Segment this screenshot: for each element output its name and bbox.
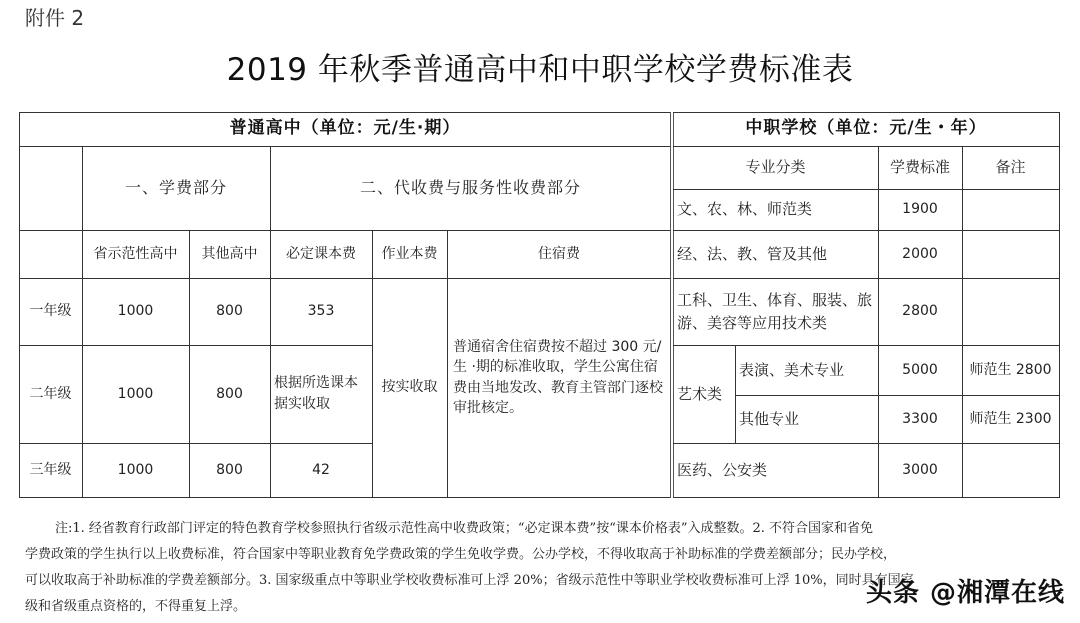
vocational-header: 中职学校（单位：元/生・年） xyxy=(745,118,987,139)
accommodation-fee: 普通宿舍住宿费按不超过 300 元/生 ·期的标准收取，学生公寓住宿费由当地发改、教育主管部门逐校审批核定。 xyxy=(453,338,663,416)
footnote-line: 级和省级重点资格的，不得重复上浮。 xyxy=(25,599,247,614)
remark: 师范生 2800 xyxy=(969,361,1052,378)
column-header-textbook: 必定课本费 xyxy=(286,245,356,262)
fee: 5000 xyxy=(902,361,938,378)
fee: 3000 xyxy=(902,461,938,478)
sub-category: 表演、美术专业 xyxy=(739,360,845,379)
sub-category: 其他专业 xyxy=(739,409,800,428)
column-header-fee: 学费标准 xyxy=(889,158,950,177)
other-fee: 800 xyxy=(216,303,243,319)
footnote-line: 学费政策的学生执行以上收费标准，符合国家中等职业教育免学费政策的学生免收学费。公办学校，不得收取高于补助标准的学费差额部分；民办学校， xyxy=(25,547,897,562)
provincial-fee: 1000 xyxy=(117,385,154,402)
column-header-accommodation: 住宿费 xyxy=(538,245,580,262)
column-header-provincial: 省示范性高中 xyxy=(93,245,178,262)
column-header-other: 其他高中 xyxy=(201,245,258,262)
column-header-workbook: 作业本费 xyxy=(381,245,438,262)
footnote-line: 可以收取高于补助标准的学费差额部分。3. 国家级重点中等职业学校收费标准可上浮 20%；省级示范性中等职业学校收费标准可上浮 10%，同时具有国家 xyxy=(25,573,914,588)
workbook-fee: 按实收取 xyxy=(381,379,438,395)
column-header-remark: 备注 xyxy=(995,158,1026,177)
fee: 2800 xyxy=(902,303,938,319)
art-category: 艺术类 xyxy=(677,384,723,403)
high-school-header: 普通高中（单位：元/生·期） xyxy=(229,118,461,139)
fee: 1900 xyxy=(902,201,938,217)
provincial-fee: 1000 xyxy=(117,303,154,319)
category: 医药、公安类 xyxy=(677,460,768,479)
remark: 师范生 2300 xyxy=(969,410,1052,427)
attachment-label: 附件 2 xyxy=(25,6,85,30)
column-header-category: 专业分类 xyxy=(745,158,806,177)
textbook-fee: 根据所选课本据实收取 xyxy=(274,375,358,412)
category: 经、法、教、管及其他 xyxy=(677,244,828,263)
footnote-line: 注:1. 经省教育行政部门评定的特色教育学校参照执行省级示范性高中收费政策；“必定课本费”按“课本价格表”入成整数。2. 不符合国家和省免 xyxy=(55,521,874,536)
tuition-section-header: 一、学费部分 xyxy=(124,178,227,197)
service-fee-section-header: 二、代收费与服务性收费部分 xyxy=(359,178,581,197)
textbook-fee: 42 xyxy=(312,461,330,478)
grade-label: 一年级 xyxy=(29,303,72,319)
category: 工科、卫生、体育、服装、旅游、美容等应用技术类 xyxy=(677,291,873,332)
fee: 3300 xyxy=(902,410,938,427)
other-fee: 800 xyxy=(216,461,243,478)
grade-label: 二年级 xyxy=(29,385,72,402)
provincial-fee: 1000 xyxy=(117,461,154,478)
grade-label: 三年级 xyxy=(29,461,72,478)
textbook-fee: 353 xyxy=(307,303,335,319)
category: 文、农、林、师范类 xyxy=(677,200,813,219)
page-title: 2019 年秋季普通高中和中职学校学费标准表 xyxy=(226,52,854,88)
other-fee: 800 xyxy=(216,385,243,402)
fee: 2000 xyxy=(902,245,938,262)
watermark: 头条 @湘潭在线 xyxy=(866,578,1066,608)
